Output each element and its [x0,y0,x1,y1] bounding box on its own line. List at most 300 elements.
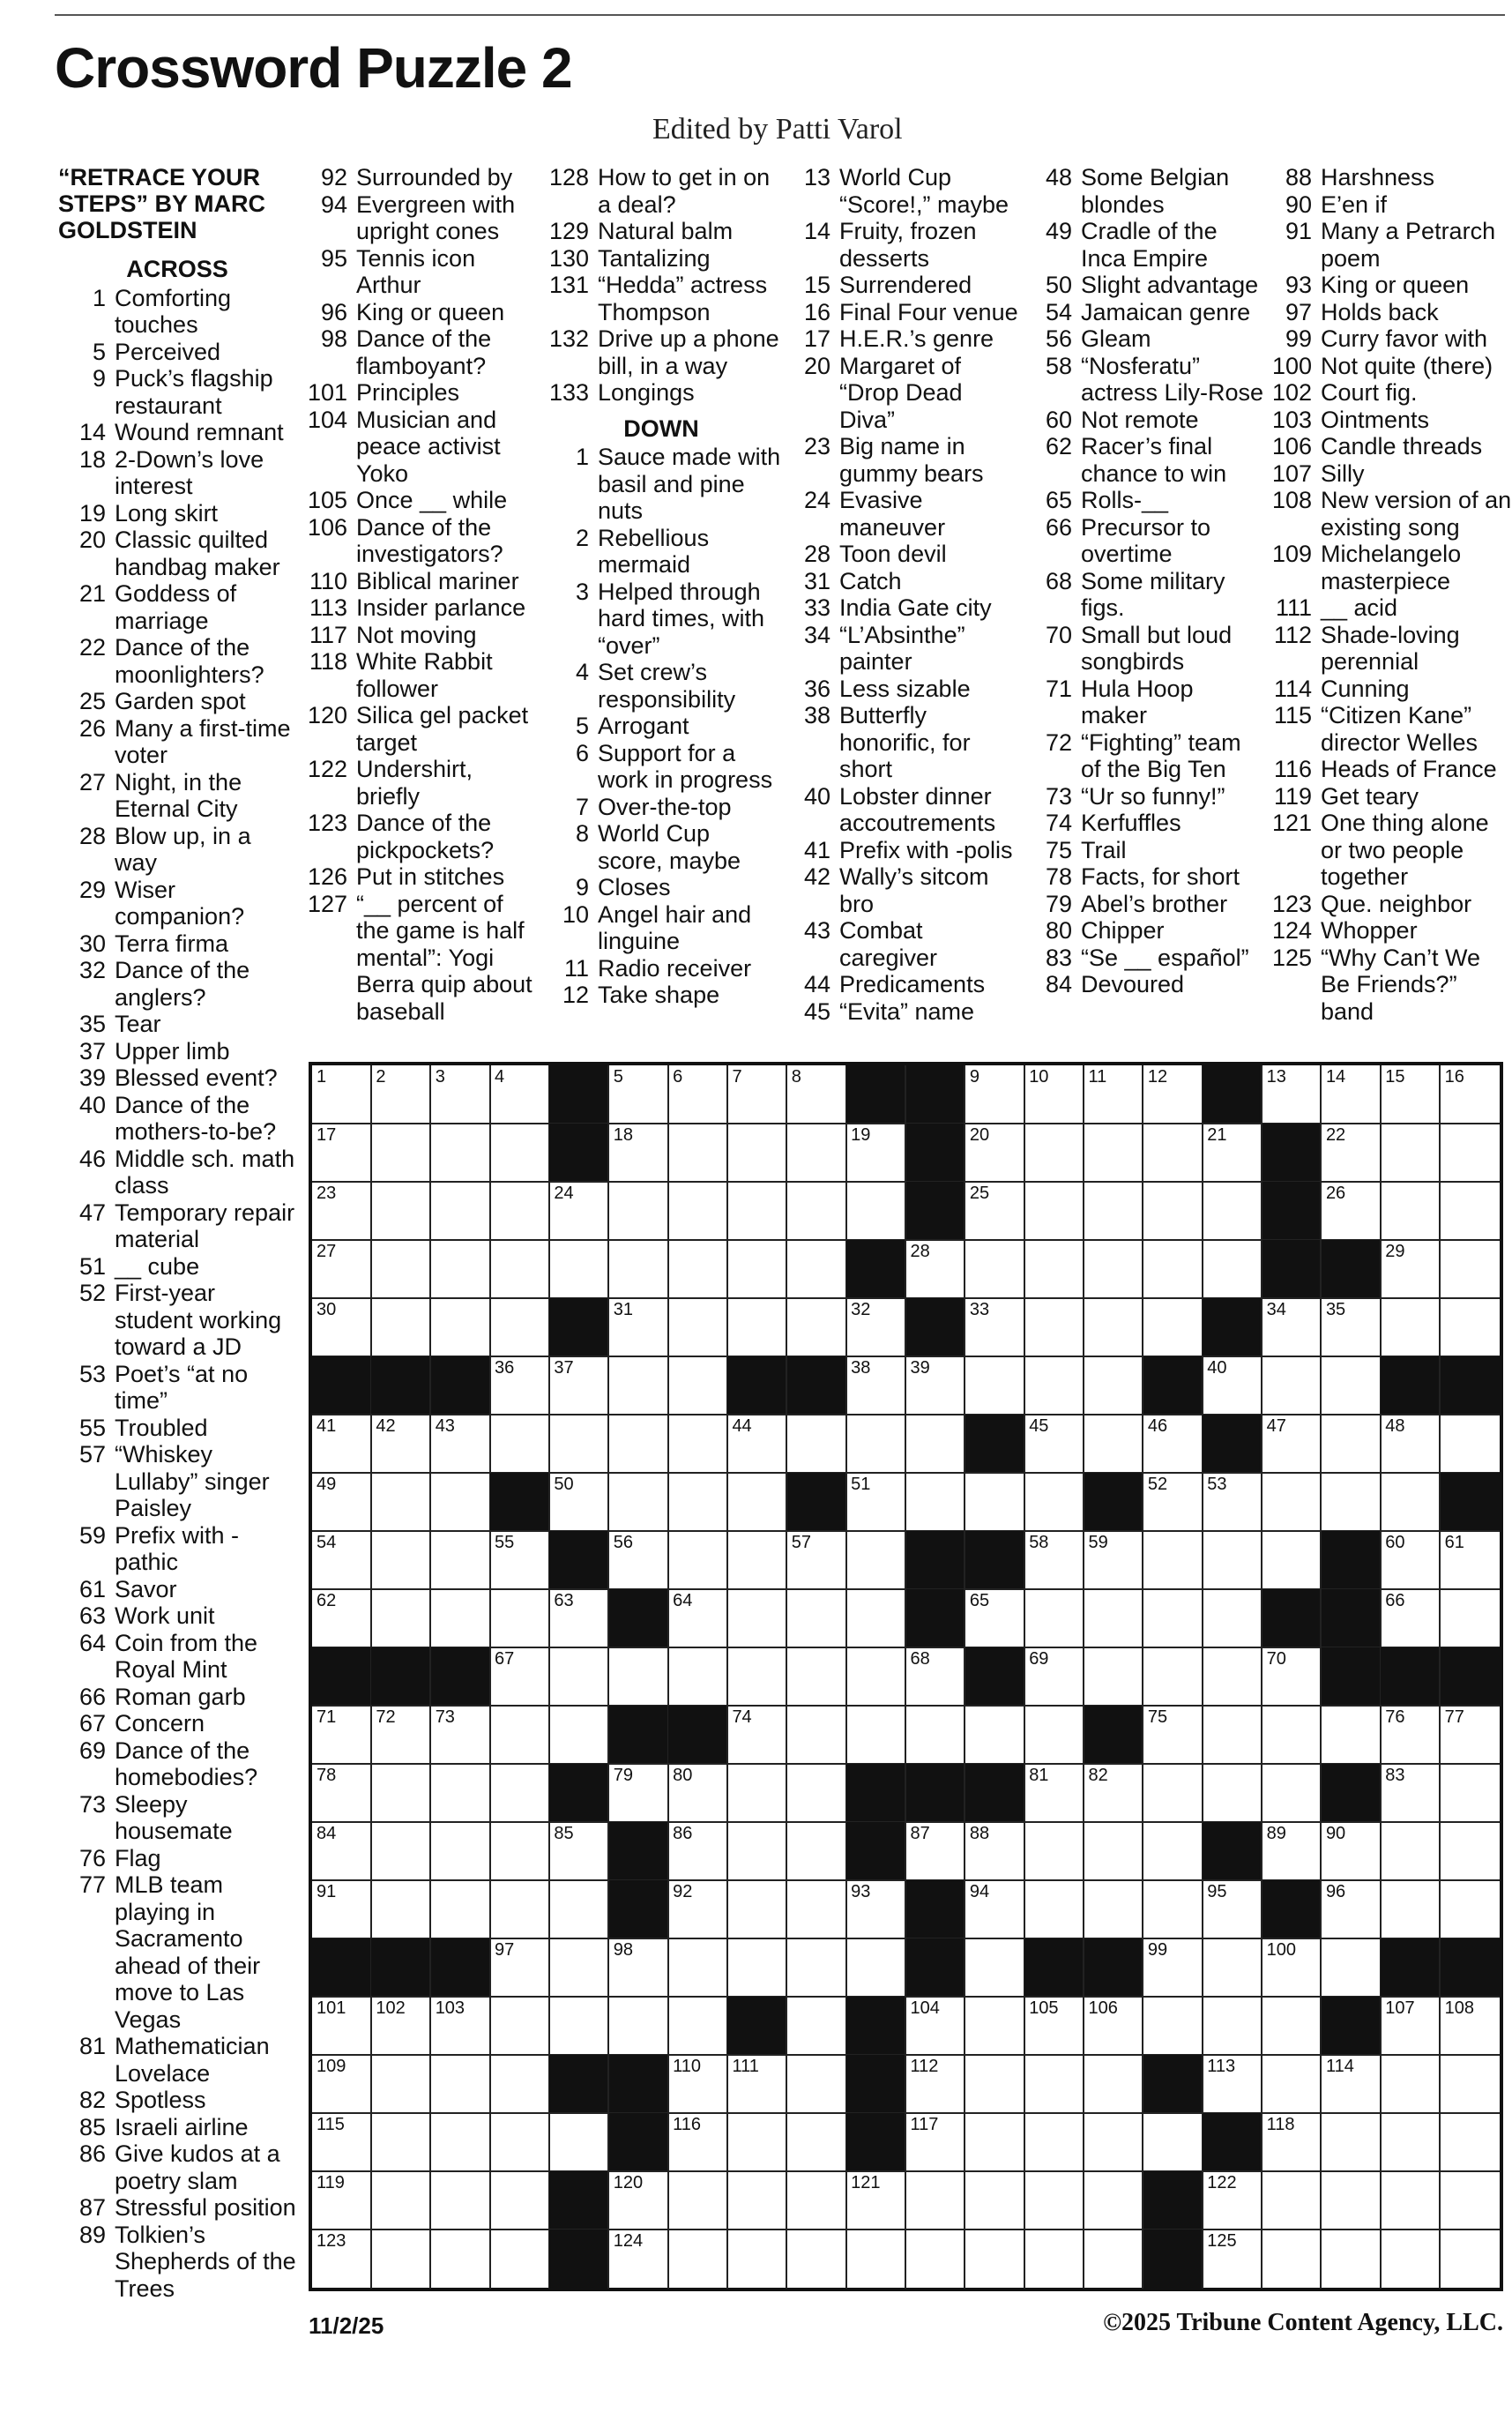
grid-cell[interactable] [1024,2055,1084,2114]
grid-cell[interactable] [1024,1880,1084,1939]
grid-cell[interactable] [549,1589,609,1648]
grid-cell[interactable] [312,2230,372,2289]
grid-cell[interactable] [727,1938,787,1998]
grid-cell[interactable] [371,1124,431,1183]
grid-cell[interactable] [312,1415,372,1474]
grid-cell[interactable] [1084,1531,1144,1590]
grid-cell[interactable] [1381,1822,1441,1881]
grid-cell[interactable] [1381,1415,1441,1474]
grid-cell[interactable] [846,1182,906,1241]
grid-cell[interactable] [490,2230,550,2289]
grid-cell[interactable] [1381,1706,1441,1765]
grid-cell[interactable] [1381,1997,1441,2056]
grid-cell[interactable] [1322,2230,1382,2289]
grid-cell[interactable] [490,1880,550,1939]
grid-cell[interactable] [549,1938,609,1998]
grid-cell[interactable] [1084,1647,1144,1707]
grid-cell[interactable] [906,1415,966,1474]
grid-cell[interactable] [787,1706,847,1765]
grid-cell[interactable] [1024,1589,1084,1648]
grid-cell[interactable] [906,1822,966,1881]
grid-cell[interactable] [727,1124,787,1183]
grid-cell[interactable] [490,1764,550,1823]
grid-cell[interactable] [965,1473,1025,1532]
grid-cell[interactable] [668,1473,728,1532]
grid-cell[interactable] [727,2171,787,2230]
grid-cell[interactable] [549,1880,609,1939]
grid-cell[interactable] [490,1822,550,1881]
grid-cell[interactable] [906,1647,966,1707]
grid-cell[interactable] [1024,1997,1084,2056]
grid-cell[interactable] [549,1240,609,1299]
grid-cell[interactable] [609,1065,669,1124]
grid-cell[interactable] [490,1531,550,1590]
grid-cell[interactable] [1381,1065,1441,1124]
grid-cell[interactable] [1322,1473,1382,1532]
grid-cell[interactable] [787,2171,847,2230]
grid-cell[interactable] [965,1706,1025,1765]
grid-cell[interactable] [1322,1822,1382,1881]
grid-cell[interactable] [490,1182,550,1241]
grid-cell[interactable] [312,1240,372,1299]
grid-cell[interactable] [846,1415,906,1474]
grid-cell[interactable] [431,1531,491,1590]
grid-cell[interactable] [1084,1065,1144,1124]
grid-cell[interactable] [1024,1240,1084,1299]
grid-cell[interactable] [1084,1764,1144,1823]
grid-cell[interactable] [1381,1473,1441,1532]
grid-cell[interactable] [1441,1880,1501,1939]
grid-cell[interactable] [1143,1764,1203,1823]
grid-cell[interactable] [1203,1182,1262,1241]
grid-cell[interactable] [727,1531,787,1590]
grid-cell[interactable] [1381,1124,1441,1183]
grid-cell[interactable] [312,1880,372,1939]
grid-cell[interactable] [965,1997,1025,2056]
grid-cell[interactable] [965,2230,1025,2289]
grid-cell[interactable] [668,1997,728,2056]
grid-cell[interactable] [1143,1647,1203,1707]
grid-cell[interactable] [549,1473,609,1532]
grid-cell[interactable] [1084,1822,1144,1881]
grid-cell[interactable] [1262,1822,1322,1881]
grid-cell[interactable] [1203,2055,1262,2114]
grid-cell[interactable] [668,1764,728,1823]
grid-cell[interactable] [431,2055,491,2114]
grid-cell[interactable] [1381,1298,1441,1357]
grid-cell[interactable] [609,1124,669,1183]
grid-cell[interactable] [431,1997,491,2056]
grid-cell[interactable] [1262,1473,1322,1532]
grid-cell[interactable] [1322,1938,1382,1998]
grid-cell[interactable] [727,2055,787,2114]
grid-cell[interactable] [371,2113,431,2172]
grid-cell[interactable] [846,1938,906,1998]
grid-cell[interactable] [490,1589,550,1648]
grid-cell[interactable] [371,1240,431,1299]
grid-cell[interactable] [965,1182,1025,1241]
grid-cell[interactable] [312,1706,372,1765]
grid-cell[interactable] [1441,1997,1501,2056]
grid-cell[interactable] [1143,1240,1203,1299]
grid-cell[interactable] [371,1473,431,1532]
grid-cell[interactable] [727,1065,787,1124]
grid-cell[interactable] [668,1298,728,1357]
grid-cell[interactable] [431,1473,491,1532]
grid-cell[interactable] [431,1764,491,1823]
grid-cell[interactable] [312,2113,372,2172]
grid-cell[interactable] [787,1415,847,1474]
grid-cell[interactable] [787,1182,847,1241]
grid-cell[interactable] [312,1473,372,1532]
grid-cell[interactable] [1084,2055,1144,2114]
grid-cell[interactable] [1441,1589,1501,1648]
grid-cell[interactable] [727,2113,787,2172]
grid-cell[interactable] [1441,1764,1501,1823]
grid-cell[interactable] [1322,1298,1382,1357]
grid-cell[interactable] [1203,1531,1262,1590]
grid-cell[interactable] [431,1589,491,1648]
grid-cell[interactable] [490,1240,550,1299]
grid-cell[interactable] [609,2230,669,2289]
grid-cell[interactable] [431,1298,491,1357]
grid-cell[interactable] [490,1706,550,1765]
grid-cell[interactable] [727,1415,787,1474]
grid-cell[interactable] [1262,1647,1322,1707]
grid-cell[interactable] [371,1822,431,1881]
grid-cell[interactable] [371,1706,431,1765]
grid-cell[interactable] [1262,2171,1322,2230]
grid-cell[interactable] [431,2113,491,2172]
grid-cell[interactable] [787,1764,847,1823]
grid-cell[interactable] [1024,1182,1084,1241]
grid-cell[interactable] [1203,1589,1262,1648]
grid-cell[interactable] [1024,1822,1084,1881]
grid-cell[interactable] [906,2171,966,2230]
grid-cell[interactable] [1262,2230,1322,2289]
grid-cell[interactable] [371,2230,431,2289]
grid-cell[interactable] [1441,1065,1501,1124]
grid-cell[interactable] [1381,1182,1441,1241]
grid-cell[interactable] [1143,1182,1203,1241]
grid-cell[interactable] [668,1647,728,1707]
grid-cell[interactable] [490,2113,550,2172]
grid-cell[interactable] [1381,1589,1441,1648]
grid-cell[interactable] [1143,1473,1203,1532]
grid-cell[interactable] [1203,1880,1262,1939]
grid-cell[interactable] [609,1240,669,1299]
grid-cell[interactable] [490,1938,550,1998]
grid-cell[interactable] [1024,2230,1084,2289]
grid-cell[interactable] [371,1880,431,1939]
grid-cell[interactable] [906,1240,966,1299]
grid-cell[interactable] [965,1822,1025,1881]
grid-cell[interactable] [668,1531,728,1590]
grid-cell[interactable] [906,1997,966,2056]
grid-cell[interactable] [1203,1938,1262,1998]
grid-cell[interactable] [1322,1356,1382,1415]
grid-cell[interactable] [312,1531,372,1590]
grid-cell[interactable] [1203,1764,1262,1823]
grid-cell[interactable] [965,1065,1025,1124]
grid-cell[interactable] [1203,1997,1262,2056]
grid-cell[interactable] [431,1065,491,1124]
grid-cell[interactable] [787,2230,847,2289]
grid-cell[interactable] [846,1647,906,1707]
grid-cell[interactable] [1262,2055,1322,2114]
grid-cell[interactable] [965,1298,1025,1357]
grid-cell[interactable] [609,2171,669,2230]
grid-cell[interactable] [371,1298,431,1357]
grid-cell[interactable] [1024,1764,1084,1823]
grid-cell[interactable] [1441,2113,1501,2172]
grid-cell[interactable] [787,1298,847,1357]
grid-cell[interactable] [1262,2113,1322,2172]
grid-cell[interactable] [1262,1997,1322,2056]
grid-cell[interactable] [549,1822,609,1881]
grid-cell[interactable] [965,1124,1025,1183]
grid-cell[interactable] [549,1647,609,1707]
grid-cell[interactable] [609,1531,669,1590]
grid-cell[interactable] [965,1240,1025,1299]
grid-cell[interactable] [490,1647,550,1707]
grid-cell[interactable] [1143,1124,1203,1183]
grid-cell[interactable] [312,1124,372,1183]
grid-cell[interactable] [727,1182,787,1241]
grid-cell[interactable] [431,1415,491,1474]
grid-cell[interactable] [965,1356,1025,1415]
grid-cell[interactable] [609,1356,669,1415]
grid-cell[interactable] [431,1822,491,1881]
grid-cell[interactable] [371,1764,431,1823]
grid-cell[interactable] [1143,1589,1203,1648]
grid-cell[interactable] [371,1065,431,1124]
grid-cell[interactable] [1084,1880,1144,1939]
grid-cell[interactable] [1322,1065,1382,1124]
grid-cell[interactable] [1262,1415,1322,1474]
grid-cell[interactable] [1143,1298,1203,1357]
grid-cell[interactable] [1322,1182,1382,1241]
grid-cell[interactable] [787,1589,847,1648]
grid-cell[interactable] [1322,1706,1382,1765]
grid-cell[interactable] [609,1938,669,1998]
grid-cell[interactable] [1203,1356,1262,1415]
grid-cell[interactable] [1024,1473,1084,1532]
grid-cell[interactable] [431,1182,491,1241]
grid-cell[interactable] [490,1997,550,2056]
grid-cell[interactable] [1084,1415,1144,1474]
grid-cell[interactable] [1441,1240,1501,1299]
grid-cell[interactable] [431,1880,491,1939]
grid-cell[interactable] [1203,1473,1262,1532]
grid-cell[interactable] [1441,1822,1501,1881]
grid-cell[interactable] [787,1240,847,1299]
grid-cell[interactable] [1262,1298,1322,1357]
grid-cell[interactable] [1262,1065,1322,1124]
grid-cell[interactable] [609,1298,669,1357]
grid-cell[interactable] [1322,1124,1382,1183]
grid-cell[interactable] [965,2113,1025,2172]
grid-cell[interactable] [1084,1182,1144,1241]
grid-cell[interactable] [1203,2230,1262,2289]
grid-cell[interactable] [1143,1997,1203,2056]
grid-cell[interactable] [965,1938,1025,1998]
grid-cell[interactable] [1143,1531,1203,1590]
grid-cell[interactable] [549,1356,609,1415]
grid-cell[interactable] [1024,1647,1084,1707]
grid-cell[interactable] [1143,1880,1203,1939]
grid-cell[interactable] [965,1880,1025,1939]
grid-cell[interactable] [1203,1706,1262,1765]
grid-cell[interactable] [1441,1298,1501,1357]
grid-cell[interactable] [727,1647,787,1707]
grid-cell[interactable] [846,2171,906,2230]
grid-cell[interactable] [1084,1589,1144,1648]
grid-cell[interactable] [727,1473,787,1532]
grid-cell[interactable] [727,1298,787,1357]
grid-cell[interactable] [787,1065,847,1124]
grid-cell[interactable] [1322,2113,1382,2172]
grid-cell[interactable] [1203,1124,1262,1183]
grid-cell[interactable] [490,1356,550,1415]
grid-cell[interactable] [1024,1415,1084,1474]
grid-cell[interactable] [1441,2055,1501,2114]
grid-cell[interactable] [668,1880,728,1939]
grid-cell[interactable] [312,1298,372,1357]
grid-cell[interactable] [1322,2055,1382,2114]
grid-cell[interactable] [1084,2171,1144,2230]
grid-cell[interactable] [727,1240,787,1299]
grid-cell[interactable] [371,1182,431,1241]
grid-cell[interactable] [490,2171,550,2230]
grid-cell[interactable] [787,1822,847,1881]
grid-cell[interactable] [371,1531,431,1590]
grid-cell[interactable] [312,1764,372,1823]
grid-cell[interactable] [609,1415,669,1474]
grid-cell[interactable] [1381,2171,1441,2230]
grid-cell[interactable] [609,1182,669,1241]
grid-cell[interactable] [1262,1764,1322,1823]
grid-cell[interactable] [1143,1065,1203,1124]
grid-cell[interactable] [668,2230,728,2289]
grid-cell[interactable] [727,1822,787,1881]
grid-cell[interactable] [1441,1415,1501,1474]
grid-cell[interactable] [727,2230,787,2289]
grid-cell[interactable] [1203,2171,1262,2230]
grid-cell[interactable] [1024,1124,1084,1183]
grid-cell[interactable] [1084,2230,1144,2289]
grid-cell[interactable] [1024,2113,1084,2172]
grid-cell[interactable] [846,1531,906,1590]
grid-cell[interactable] [1024,1298,1084,1357]
grid-cell[interactable] [846,1356,906,1415]
grid-cell[interactable] [846,1589,906,1648]
grid-cell[interactable] [371,1415,431,1474]
grid-cell[interactable] [312,1589,372,1648]
grid-cell[interactable] [668,1065,728,1124]
grid-cell[interactable] [668,1589,728,1648]
grid-cell[interactable] [1262,1356,1322,1415]
grid-cell[interactable] [965,1589,1025,1648]
grid-cell[interactable] [1143,1415,1203,1474]
grid-cell[interactable] [846,1880,906,1939]
grid-cell[interactable] [1143,1938,1203,1998]
grid-cell[interactable] [668,1182,728,1241]
grid-cell[interactable] [1024,2171,1084,2230]
grid-cell[interactable] [549,2113,609,2172]
grid-cell[interactable] [490,1415,550,1474]
grid-cell[interactable] [668,1415,728,1474]
grid-cell[interactable] [1024,1706,1084,1765]
grid-cell[interactable] [846,1706,906,1765]
grid-cell[interactable] [787,2055,847,2114]
grid-cell[interactable] [1441,1531,1501,1590]
grid-cell[interactable] [1024,1356,1084,1415]
grid-cell[interactable] [490,1065,550,1124]
grid-cell[interactable] [1441,1182,1501,1241]
grid-cell[interactable] [1322,2171,1382,2230]
grid-cell[interactable] [668,2113,728,2172]
grid-cell[interactable] [1203,1240,1262,1299]
grid-cell[interactable] [1203,1647,1262,1707]
grid-cell[interactable] [906,1356,966,1415]
grid-cell[interactable] [490,2055,550,2114]
grid-cell[interactable] [1024,1065,1084,1124]
grid-cell[interactable] [371,2171,431,2230]
grid-cell[interactable] [1084,2113,1144,2172]
grid-cell[interactable] [906,2055,966,2114]
grid-cell[interactable] [906,2230,966,2289]
grid-cell[interactable] [312,2171,372,2230]
grid-cell[interactable] [490,1298,550,1357]
grid-cell[interactable] [906,1706,966,1765]
grid-cell[interactable] [549,1706,609,1765]
grid-cell[interactable] [787,1997,847,2056]
grid-cell[interactable] [846,1298,906,1357]
grid-cell[interactable] [846,1124,906,1183]
grid-cell[interactable] [668,2055,728,2114]
grid-cell[interactable] [965,2055,1025,2114]
grid-cell[interactable] [787,1880,847,1939]
grid-cell[interactable] [1322,1415,1382,1474]
grid-cell[interactable] [1381,1240,1441,1299]
grid-cell[interactable] [371,1997,431,2056]
grid-cell[interactable] [549,1415,609,1474]
grid-cell[interactable] [1084,1298,1144,1357]
grid-cell[interactable] [1381,1764,1441,1823]
grid-cell[interactable] [906,2113,966,2172]
grid-cell[interactable] [965,2171,1025,2230]
grid-cell[interactable] [787,1531,847,1590]
grid-cell[interactable] [1262,1938,1322,1998]
grid-cell[interactable] [1381,2055,1441,2114]
grid-cell[interactable] [1381,2230,1441,2289]
grid-cell[interactable] [1441,2171,1501,2230]
grid-cell[interactable] [431,1124,491,1183]
grid-cell[interactable] [906,1473,966,1532]
grid-cell[interactable] [668,1124,728,1183]
grid-cell[interactable] [312,1997,372,2056]
grid-cell[interactable] [609,1764,669,1823]
grid-cell[interactable] [1381,2113,1441,2172]
grid-cell[interactable] [846,1473,906,1532]
grid-cell[interactable] [490,1124,550,1183]
grid-cell[interactable] [1084,1240,1144,1299]
grid-cell[interactable] [609,1473,669,1532]
grid-cell[interactable] [727,1706,787,1765]
grid-cell[interactable] [1262,1531,1322,1590]
grid-cell[interactable] [1441,2230,1501,2289]
